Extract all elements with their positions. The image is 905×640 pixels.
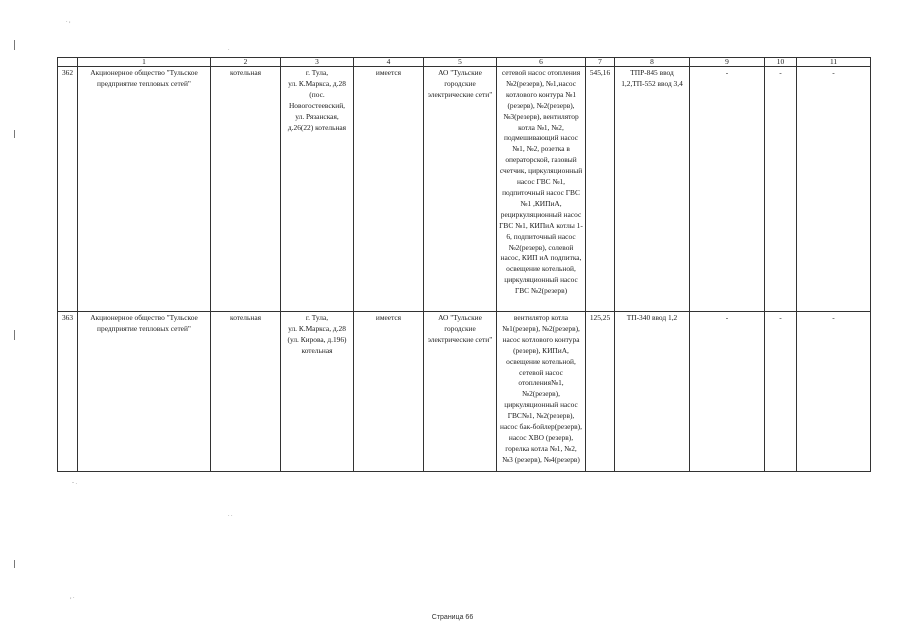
scan-speck: , . xyxy=(70,594,75,600)
scan-edge-mark xyxy=(14,560,15,568)
scan-edge-mark xyxy=(14,330,15,340)
column-9-cell: - xyxy=(690,312,765,472)
column-number-blank xyxy=(58,58,78,67)
equipment-cell: вентилятор котла №1(резерв), №2(резерв), насос котлового контура (резерв), КИПиА, освещение котельной, сетевой насос отопления№1, №2(резерв), циркуляционный насос ГВС№1, №2(резерв), насос бак-бойлер(резерв), насос ХВО (резерв), горелка котла №1, №2, №3 (резерв), №4(резерв) xyxy=(497,312,586,472)
equipment-cell: сетевой насос отопления №2(резерв), №1,насос котлового контура №1 (резерв), №2(резерв), №3(резерв), вентилятор котла №1, №2, подмешивающий насос №1, №2, розетка в операторской, газовый счетчик, циркуляционный насос ГВС №1, подпиточный насос ГВС №1 ,КИПиА, рециркуляционный насос ГВС №1, КИПиА котлы 1-6, подпиточный насос №2(резерв), солевой насос, КИП иА подпитка, освещение котельной, циркуляционный насос ГВС №2(резерв) xyxy=(497,67,586,312)
owner-cell: Акционерное общество "Тульское предприятие тепловых сетей" xyxy=(78,67,211,312)
address-cell xyxy=(281,312,354,472)
owner-cell: Акционерное общество "Тульское предприятие тепловых сетей" xyxy=(78,312,211,472)
presence-cell: имеется xyxy=(354,312,424,472)
column-number: 2 xyxy=(211,58,281,67)
presence-cell: имеется xyxy=(354,67,424,312)
column-10-cell: - xyxy=(765,312,797,472)
object-type-cell: котельная xyxy=(211,312,281,472)
address-cell xyxy=(281,67,354,312)
column-number: 5 xyxy=(424,58,497,67)
column-10-cell: - xyxy=(765,67,797,312)
column-number: 4 xyxy=(354,58,424,67)
column-number: 3 xyxy=(281,58,354,67)
column-number: 10 xyxy=(765,58,797,67)
address-text: г. Тула, ул. К.Маркса, д.28 (пос. Новогостеевский, ул. Рязанская, д.26(22) котельная xyxy=(287,68,347,132)
scan-edge-mark xyxy=(14,130,15,138)
grid-organization-cell: АО "Тульские городские электрические сети" xyxy=(424,312,497,472)
column-number: 11 xyxy=(797,58,871,67)
scan-speck: . xyxy=(228,46,230,52)
scan-speck: . , xyxy=(66,18,71,24)
object-type-cell: котельная xyxy=(211,67,281,312)
column-number: 9 xyxy=(690,58,765,67)
address-text: г. Тула, ул. К.Маркса, д.28 (ул. Кирова, д.196) котельная xyxy=(287,313,347,355)
row-number: 362 xyxy=(58,67,78,312)
column-number: 1 xyxy=(78,58,211,67)
table-row xyxy=(58,312,871,472)
scan-speck: . . xyxy=(228,512,233,518)
grid-organization-cell: АО "Тульские городские электрические сети" xyxy=(424,67,497,312)
feed-cell: ТП-340 ввод 1,2 xyxy=(615,312,690,472)
row-number: 363 xyxy=(58,312,78,472)
column-number: 7 xyxy=(586,58,615,67)
feed-cell: ТПР-845 ввод 1,2,ТП-552 ввод 3,4 xyxy=(615,67,690,312)
data-table xyxy=(57,57,871,472)
table-row xyxy=(58,67,871,312)
scan-speck: - . xyxy=(72,480,77,486)
page-number-label: Страница 66 xyxy=(431,614,474,621)
column-9-cell: - xyxy=(690,67,765,312)
column-number: 6 xyxy=(497,58,586,67)
power-cell: 125,25 xyxy=(586,312,615,472)
power-cell: 545,16 xyxy=(586,67,615,312)
column-number: 8 xyxy=(615,58,690,67)
column-11-cell: - xyxy=(797,312,871,472)
column-11-cell: - xyxy=(797,67,871,312)
scan-edge-mark xyxy=(14,40,15,50)
column-number-header-row xyxy=(58,58,871,67)
